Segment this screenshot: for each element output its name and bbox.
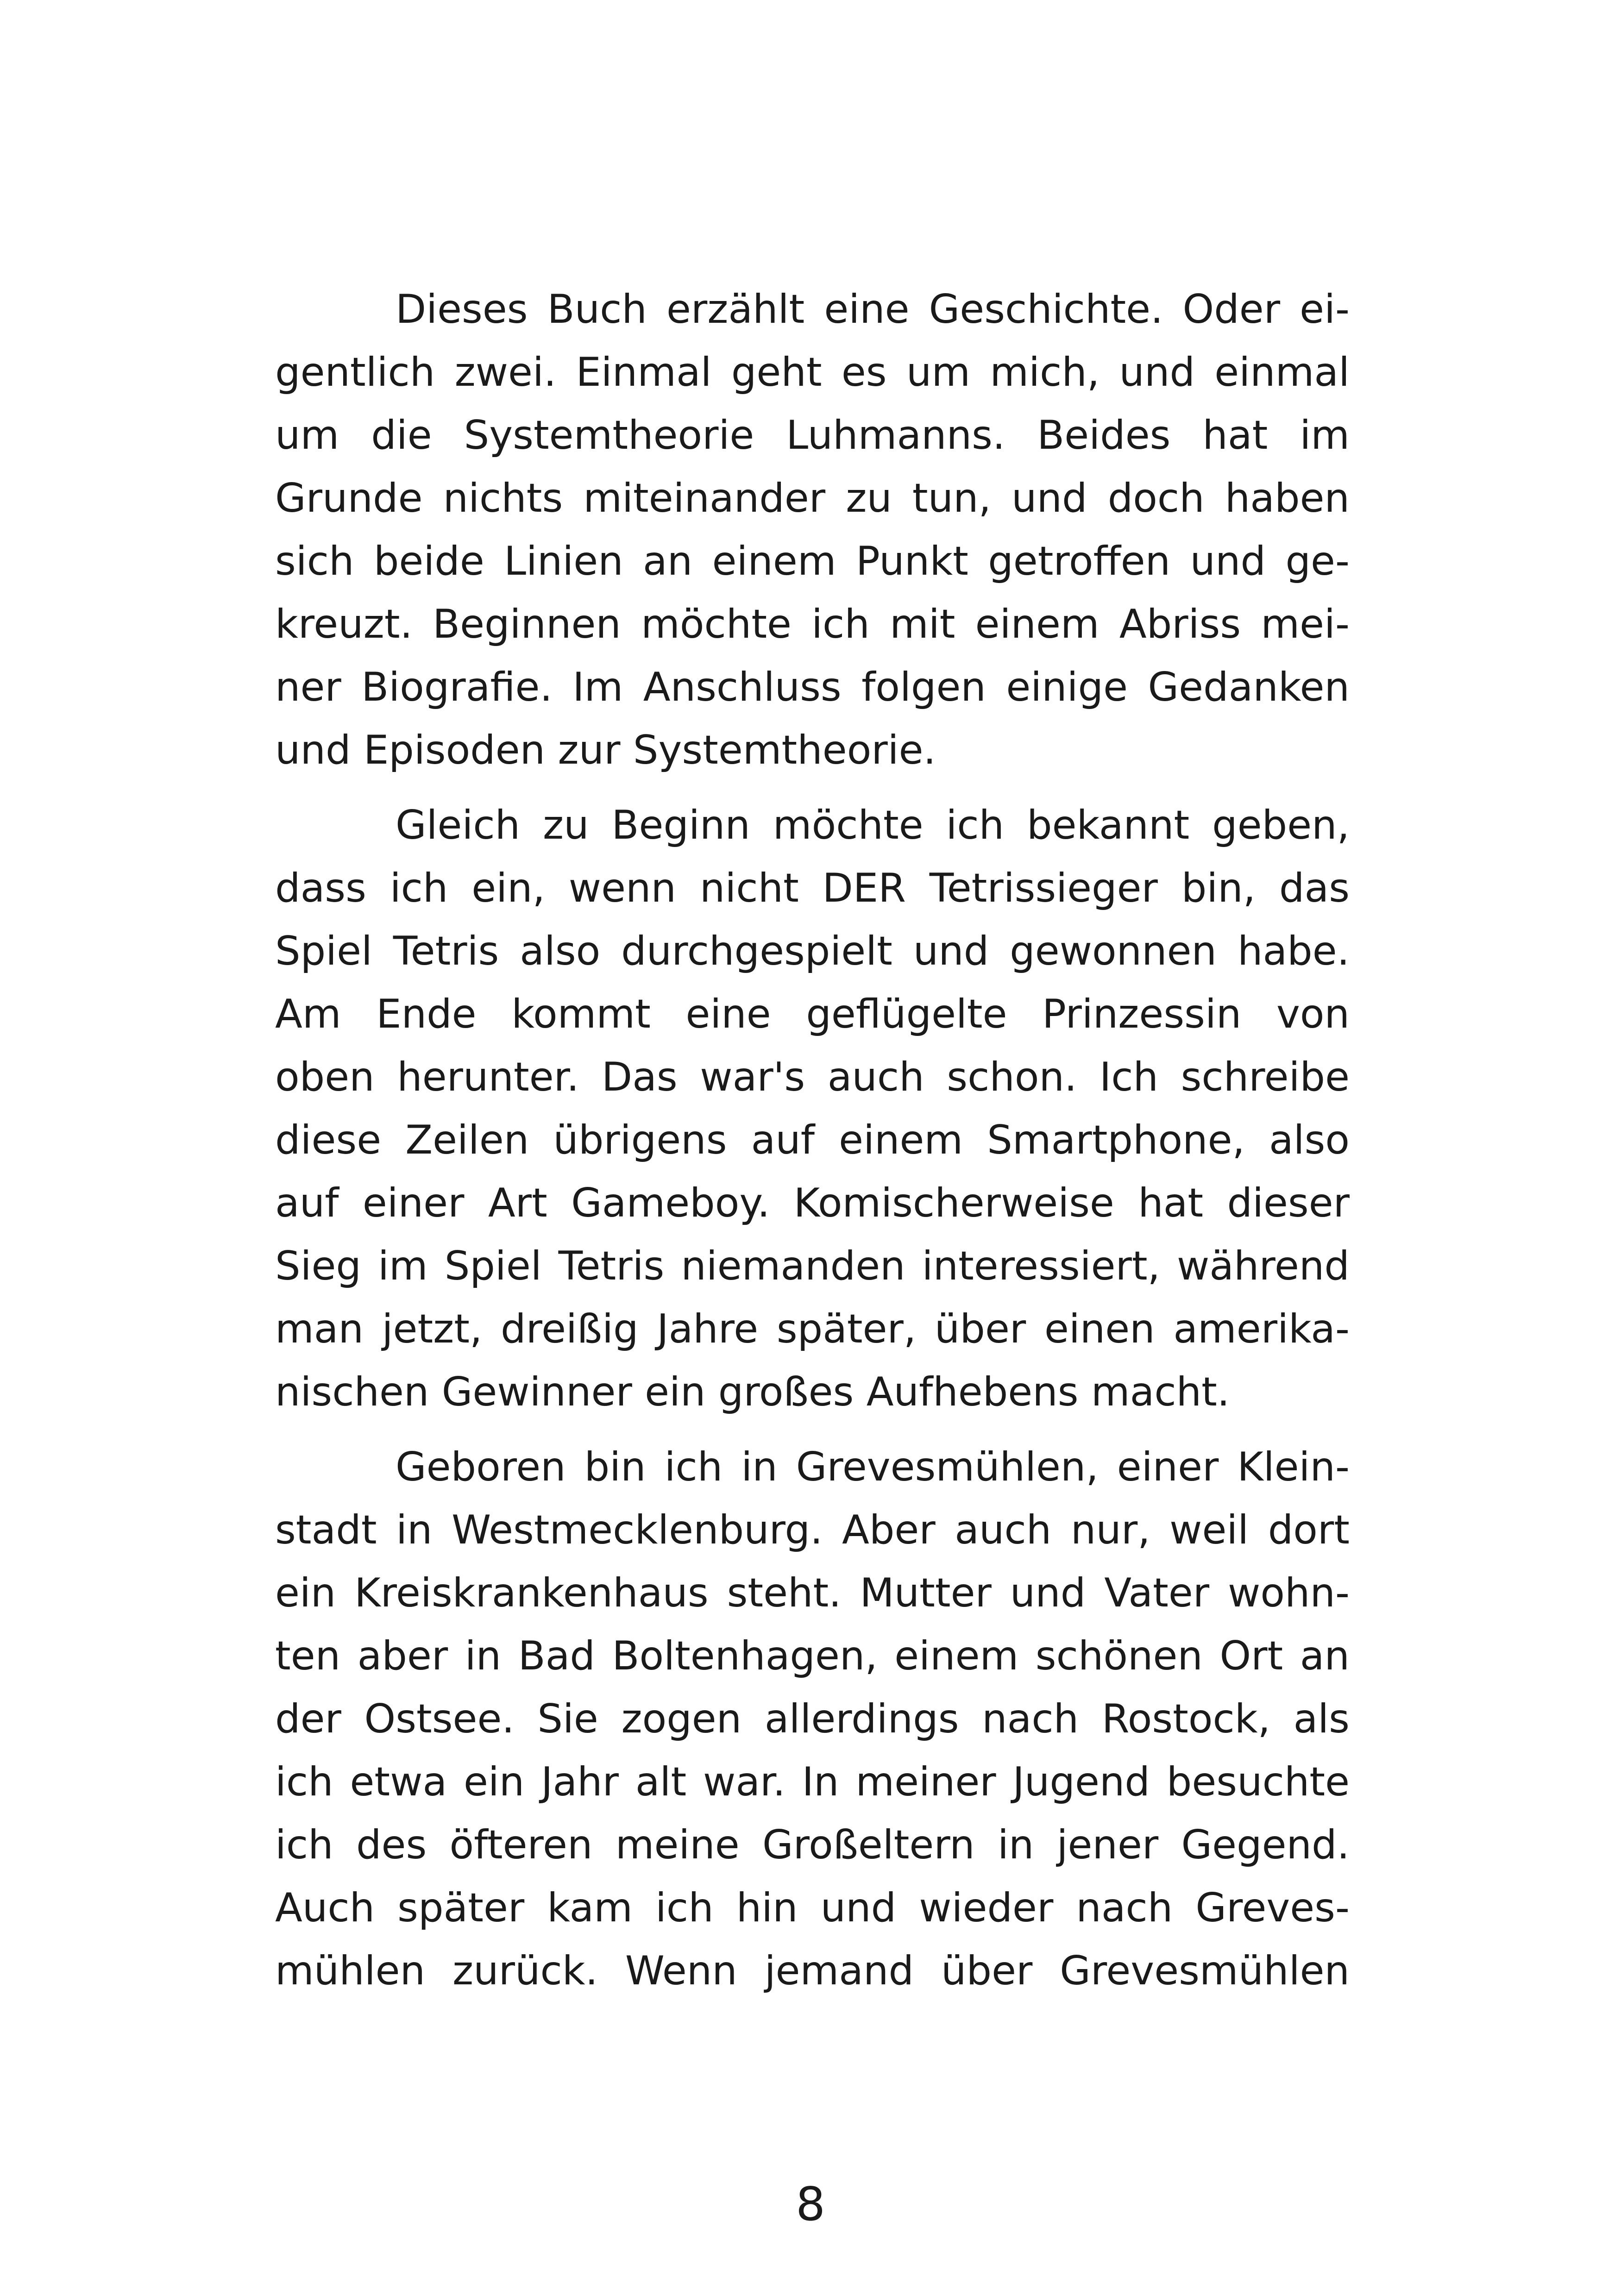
text-line: Am Ende kommt eine geflügelte Prinzessin von <box>275 991 1350 1037</box>
text-line: nischen Gewinner ein großes Aufhebens macht. <box>275 1369 1230 1415</box>
text-line: man jetzt, dreißig Jahre später, über einen amerika- <box>275 1306 1350 1352</box>
text-line: gentlich zwei. Einmal geht es um mich, und einmal <box>275 349 1350 395</box>
text-line: ich des öfteren meine Großeltern in jener Gegend. <box>275 1822 1350 1868</box>
page-number: 8 <box>796 2177 825 2231</box>
text-line: ich etwa ein Jahr alt war. In meiner Jugend besuchte <box>275 1759 1350 1805</box>
paragraph-gap <box>275 1424 1350 1436</box>
text-line: ten aber in Bad Boltenhagen, einem schönen Ort an <box>275 1633 1350 1679</box>
text-line: ner Biografie. Im Anschluss folgen einige Gedanken <box>275 664 1350 710</box>
text-line: kreuzt. Beginnen möchte ich mit einem Abriss mei- <box>275 601 1350 647</box>
paragraph-2 <box>275 794 1350 1424</box>
text-line: und Episoden zur Systemtheorie. <box>275 727 936 773</box>
text-line: Gleich zu Beginn möchte ich bekannt geben, <box>396 802 1350 848</box>
text-line: Spiel Tetris also durchgespielt und gewonnen habe. <box>275 928 1350 974</box>
text-line: der Ostsee. Sie zogen allerdings nach Rostock, als <box>275 1696 1350 1742</box>
text-line: diese Zeilen übrigens auf einem Smartphone, also <box>275 1117 1350 1163</box>
text-line: dass ich ein, wenn nicht DER Tetrissieger bin, das <box>275 865 1350 911</box>
paragraph-1 <box>275 278 1350 782</box>
body-text <box>275 278 1350 2002</box>
text-line: Sieg im Spiel Tetris niemanden interessiert, während <box>275 1243 1350 1289</box>
text-line: oben herunter. Das war's auch schon. Ich schreibe <box>275 1054 1350 1100</box>
text-line: sich beide Linien an einem Punkt getroffen und ge- <box>275 538 1350 584</box>
paragraph-3 <box>275 1436 1350 2002</box>
text-line: mühlen zurück. Wenn jemand über Grevesmühlen <box>275 1948 1350 1994</box>
text-line: um die Systemtheorie Luhmanns. Beides hat im <box>275 412 1350 458</box>
paragraph-gap <box>275 782 1350 794</box>
text-line: ein Kreiskrankenhaus steht. Mutter und Vater wohn- <box>275 1570 1350 1616</box>
text-line: Dieses Buch erzählt eine Geschichte. Oder ei- <box>396 286 1350 332</box>
text-line: auf einer Art Gameboy. Komischerweise hat dieser <box>275 1180 1350 1226</box>
text-line: Auch später kam ich hin und wieder nach Greves- <box>275 1885 1350 1931</box>
text-line: Geboren bin ich in Grevesmühlen, einer Klein- <box>396 1444 1350 1490</box>
text-line: Grunde nichts miteinander zu tun, und doch haben <box>275 475 1350 521</box>
text-line: stadt in Westmecklenburg. Aber auch nur, weil dort <box>275 1507 1350 1553</box>
